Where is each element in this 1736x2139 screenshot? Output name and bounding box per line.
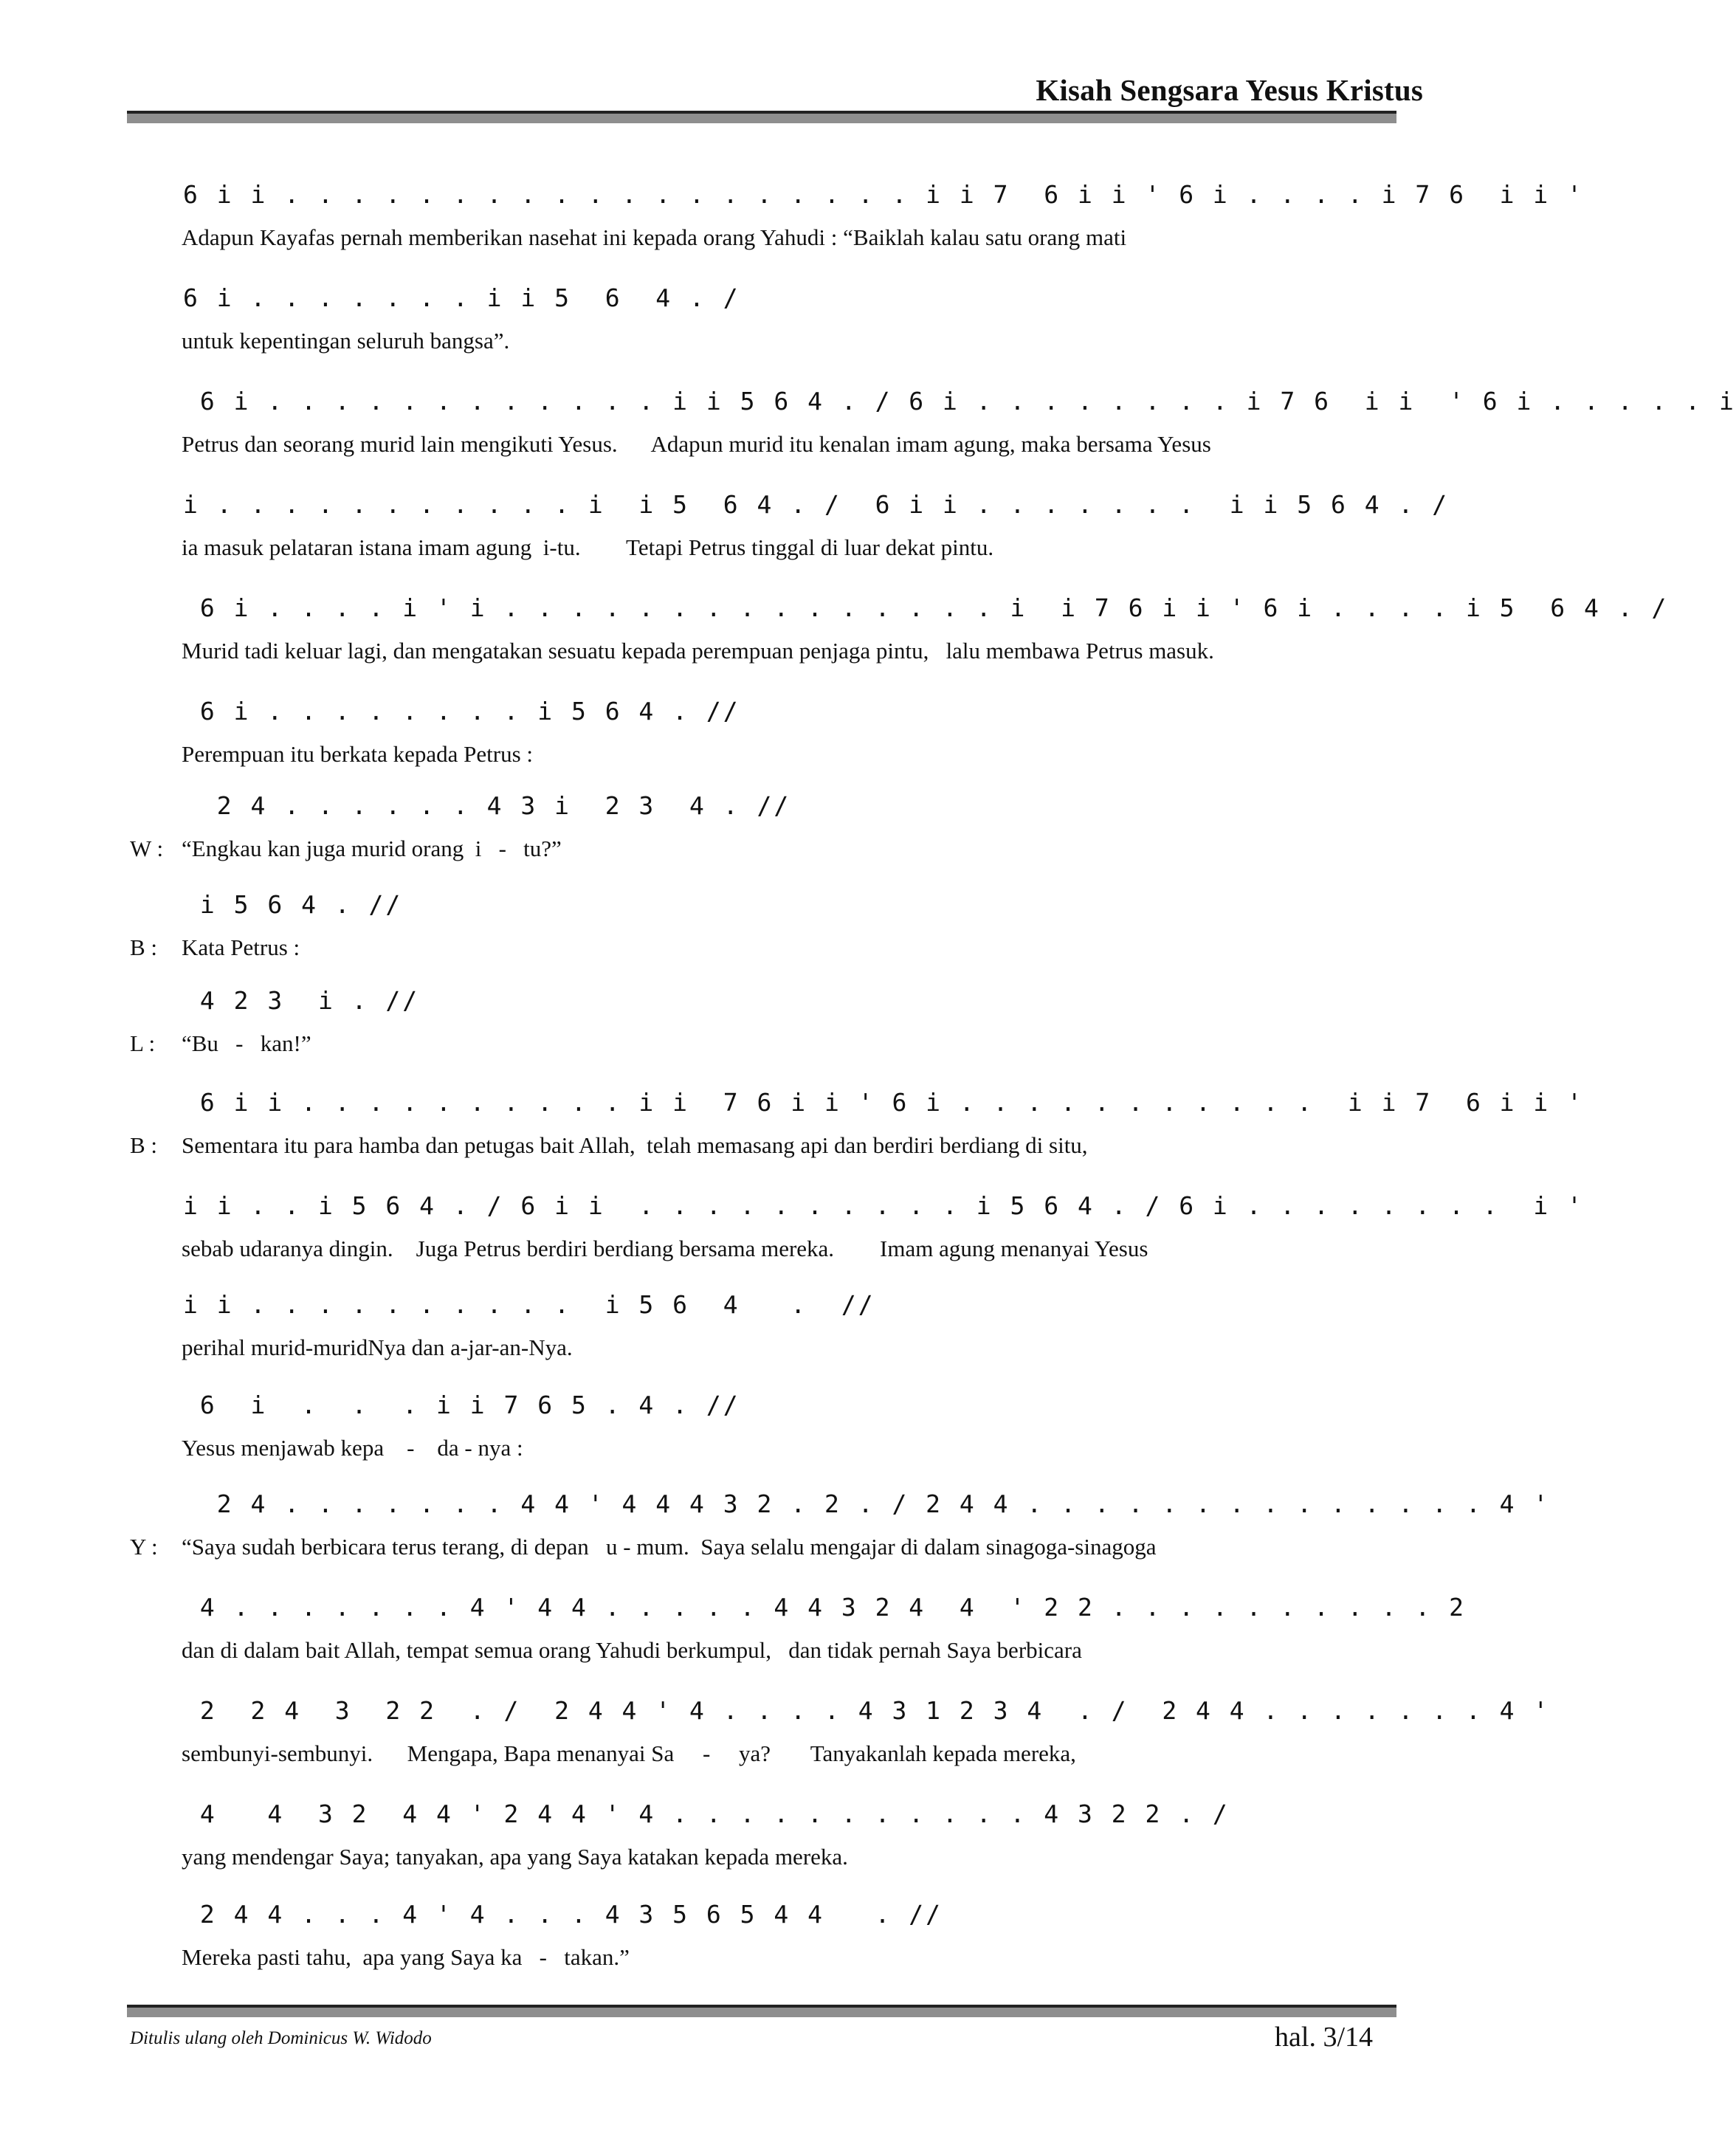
notation-line: 2 2 4 3 2 2 . / 2 4 4 ' 4 . . . . 4 3 1 2 3 4 . / 2 4 4 . . . . . . . 4 ' [183,1696,1551,1725]
speaker-label: L : [130,1030,156,1056]
speaker-label: Y : [130,1534,158,1560]
lyric-line: “Engkau kan juga murid orang i - tu?” [182,836,562,861]
lyric-line: Murid tadi keluar lagi, dan mengatakan sesuatu kepada perempuan penjaga pintu, lalu membawa Petrus masuk. [182,638,1214,664]
lyric-line: Petrus dan seorang murid lain mengikuti Yesus. Adapun murid itu kenalan imam agung, maka bersama Yesus [182,431,1211,457]
page-number: hal. 3/14 [1275,2022,1373,2053]
page-title: Kisah Sengsara Yesus Kristus [1036,73,1423,107]
lyric-line: Sementara itu para hamba dan petugas bait Allah, telah memasang api dan berdiri berdiang di situ, [182,1132,1088,1158]
lyric-line: perihal murid-muridNya dan a-jar-an-Nya. [182,1334,573,1360]
lyric-line: sebab udaranya dingin. Juga Petrus berdiri berdiang bersama mereka. Imam agung menanyai Yesus [182,1236,1148,1261]
notation-line: 2 4 . . . . . . 4 3 i 2 3 4 . // [183,791,791,820]
lyric-line: yang mendengar Saya; tanyakan, apa yang Saya katakan kepada mereka. [182,1844,848,1870]
lyric-line: Kata Petrus : [182,934,300,960]
notation-line: 6 i i . . . . . . . . . . i i 7 6 i i ' 6 i . . . . . . . . . . . i i 7 6 i i ' [183,1088,1585,1117]
header-rule-shadow [127,114,1396,123]
lyric-line: sembunyi-sembunyi. Mengapa, Bapa menanyai Sa - ya? Tanyakanlah kepada mereka, [182,1740,1076,1766]
lyric-line: ia masuk pelataran istana imam agung i-tu. Tetapi Petrus tinggal di luar dekat pintu. [182,534,994,560]
notation-line: 4 . . . . . . . 4 ' 4 4 . . . . . 4 4 3 2 4 4 ' 2 2 . . . . . . . . . . 2 [183,1593,1466,1622]
lyric-line: “Saya sudah berbicara terus terang, di depan u - mum. Saya selalu mengajar di dalam sinagoga-sinagoga [182,1534,1157,1560]
footer-rule-shadow [127,2008,1396,2017]
lyric-line: Perempuan itu berkata kepada Petrus : [182,741,534,767]
notation-line: 4 2 3 i . // [183,986,420,1015]
lyric-line: Yesus menjawab kepa - da - nya : [182,1435,523,1461]
speaker-label: W : [130,836,164,861]
notation-line: i . . . . . . . . . . . i i 5 6 4 . / 6 i i . . . . . . . i i 5 6 4 . / [183,490,1450,519]
notation-line: 6 i . . . . . . . i i 5 6 4 . / [183,283,740,312]
footer-credit: Ditulis ulang oleh Dominicus W. Widodo [130,2028,432,2048]
notation-line: 6 i i . . . . . . . . . . . . . . . . . . . i i 7 6 i i ' 6 i . . . . i 7 6 i i ' [183,180,1585,209]
notation-line: 4 4 3 2 4 4 ' 2 4 4 ' 4 . . . . . . . . . . . 4 3 2 2 . / [183,1799,1230,1828]
lyric-line: Mereka pasti tahu, apa yang Saya ka - takan.” [182,1944,630,1970]
notation-line: i i . . . . . . . . . . i 5 6 4 . // [183,1290,875,1319]
notation-line: 6 i . . . . . . . . . . . . i i 5 6 4 . / 6 i . . . . . . . . i 7 6 i i ' 6 i . . . . . i [183,387,1736,416]
notation-line: 2 4 4 . . . 4 ' 4 . . . 4 3 5 6 5 4 4 . // [183,1900,943,1929]
lyric-line: untuk kepentingan seluruh bangsa”. [182,328,510,354]
lyric-line: dan di dalam bait Allah, tempat semua orang Yahudi berkumpul, dan tidak pernah Saya berbicara [182,1637,1082,1663]
speaker-label: B : [130,934,158,960]
notation-line: 2 4 . . . . . . . 4 4 ' 4 4 4 3 2 . 2 . / 2 4 4 . . . . . . . . . . . . . . 4 ' [183,1489,1551,1518]
speaker-label: B : [130,1132,158,1158]
notation-line: i i . . i 5 6 4 . / 6 i i . . . . . . . . . . i 5 6 4 . / 6 i . . . . . . . . i ' [183,1191,1585,1220]
notation-line: 6 i . . . . i ' i . . . . . . . . . . . . . . . i i 7 6 i i ' 6 i . . . . i 5 6 4 . / [183,593,1669,622]
lyric-line: “Bu - kan!” [182,1030,311,1056]
notation-line: i 5 6 4 . // [183,890,403,919]
notation-line: 6 i . . . i i 7 6 5 . 4 . // [183,1391,740,1419]
notation-line: 6 i . . . . . . . . i 5 6 4 . // [183,697,740,726]
lyric-line: Adapun Kayafas pernah memberikan nasehat ini kepada orang Yahudi : “Baiklah kalau satu orang mati [182,224,1127,250]
